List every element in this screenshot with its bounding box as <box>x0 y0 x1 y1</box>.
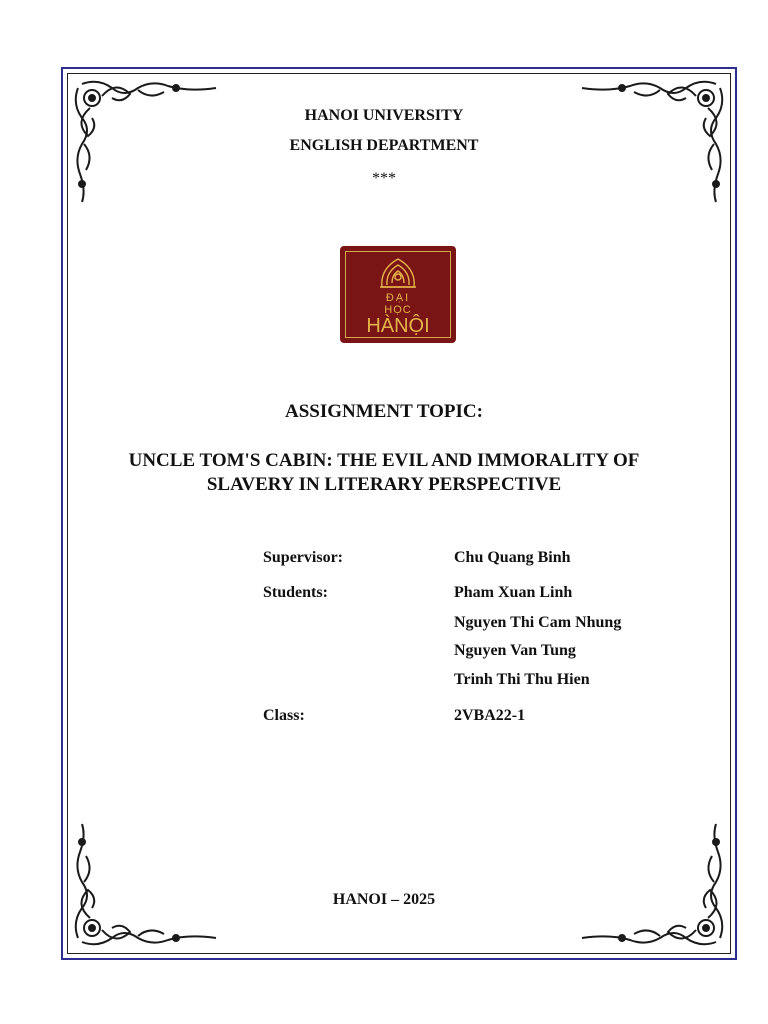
assignment-title-line2: SLAVERY IN LITERARY PERSPECTIVE <box>206 474 562 495</box>
assignment-heading: ASSIGNMENT TOPIC: <box>285 401 483 422</box>
student-name: Pham Xuan Linh <box>454 584 573 601</box>
ornament-corner-icon <box>68 822 218 952</box>
header-separator: *** <box>372 170 396 187</box>
class-code: 2VBA22-1 <box>454 707 526 724</box>
class-label: Class: <box>263 707 305 724</box>
assignment-title-line1: UNCLE TOM'S CABIN: THE EVIL AND IMMORALITY OF <box>128 450 640 471</box>
hanoi-university-emblem-icon <box>378 255 418 291</box>
student-name: Nguyen Van Tung <box>454 642 576 659</box>
students-label: Students: <box>263 584 328 601</box>
student-name: Nguyen Thi Cam Nhung <box>454 614 622 631</box>
department-name: ENGLISH DEPARTMENT <box>289 137 479 154</box>
logo-text-line1: ĐẠI <box>385 292 411 304</box>
supervisor-label: Supervisor: <box>263 549 343 566</box>
student-name: Trinh Thi Thu Hien <box>454 671 590 688</box>
university-logo <box>340 246 456 343</box>
logo-text-line3: HÀNỘI <box>366 315 430 337</box>
ornament-corner-icon <box>580 822 730 952</box>
supervisor-name: Chu Quang Binh <box>454 549 571 566</box>
place-year: HANOI – 2025 <box>332 891 436 908</box>
logo-text-line2: HỌC <box>384 304 412 316</box>
university-name: HANOI UNIVERSITY <box>304 107 464 124</box>
assignment-title <box>0 449 768 497</box>
